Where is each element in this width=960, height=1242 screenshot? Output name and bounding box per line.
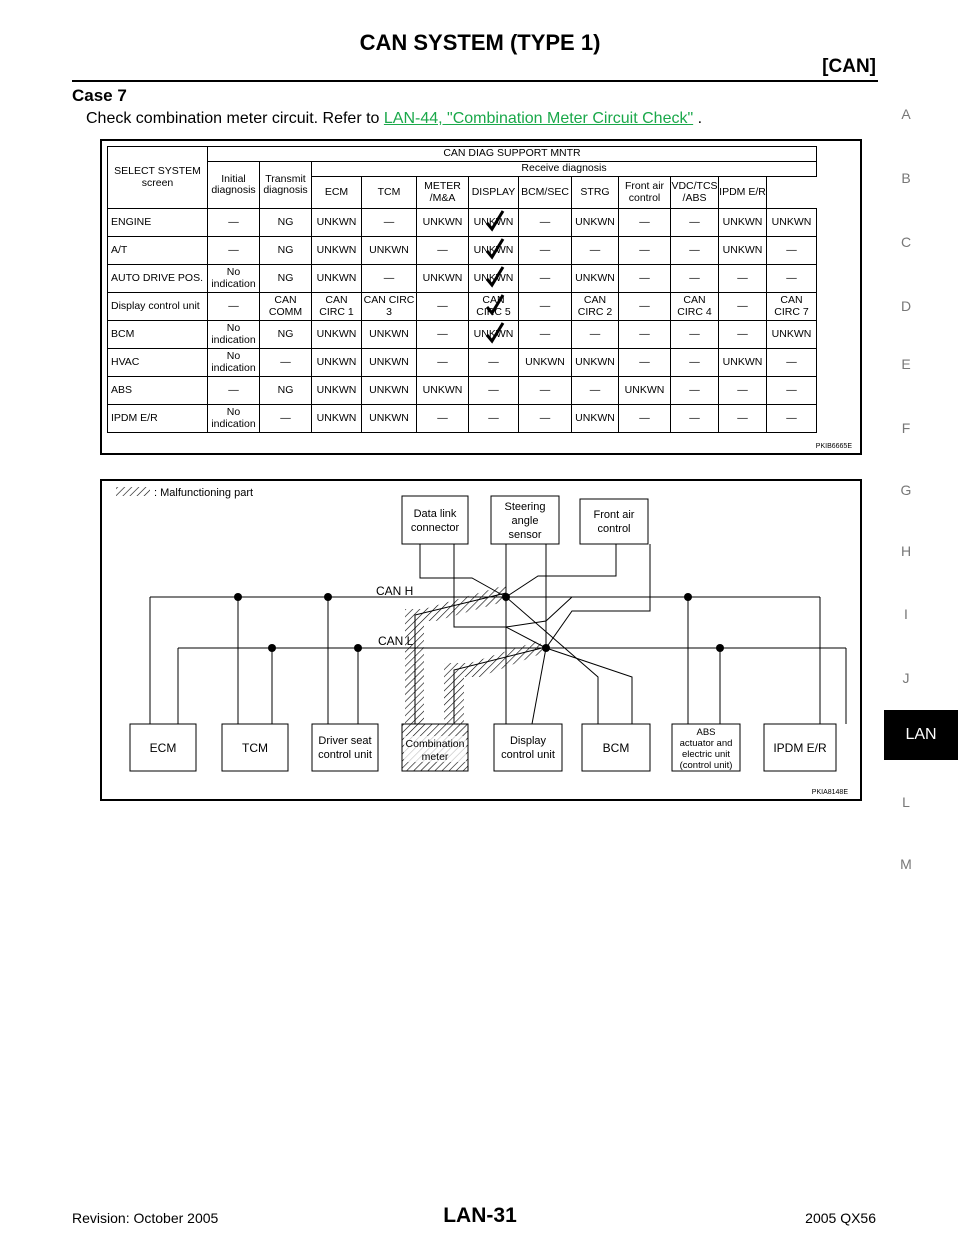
table-cell: —: [619, 405, 671, 433]
table-cell: NG: [260, 265, 312, 293]
table-cell: —: [362, 209, 417, 237]
malfunction-legend-swatch: [116, 487, 150, 496]
table-cell: UNKWN: [312, 209, 362, 237]
table-cell: UNKWN: [767, 321, 817, 349]
table-cell: UNKWN: [312, 405, 362, 433]
table-cell: —: [469, 377, 519, 405]
table-cell-text: UNKWN: [473, 243, 514, 256]
ecm-label: ECM: [149, 741, 177, 755]
junction-dot: [324, 593, 332, 601]
side-index-lan-active[interactable]: LAN: [884, 710, 958, 760]
side-index-b[interactable]: B: [901, 170, 911, 186]
table-row: [108, 293, 817, 321]
side-index-i[interactable]: I: [904, 606, 908, 622]
side-index-a[interactable]: A: [901, 106, 911, 122]
data-link-connector-box: [402, 496, 468, 544]
table-cell: —: [469, 349, 519, 377]
table-cell: UNKWN: [417, 377, 469, 405]
table-cell: —: [417, 237, 469, 265]
table-cell: CAN CIRC 7: [767, 293, 817, 321]
table-cell: —: [519, 237, 572, 265]
table-cell: UNKWN: [719, 349, 767, 377]
table-cell: [469, 293, 519, 321]
side-index-l[interactable]: L: [902, 794, 910, 810]
table-cell: —: [671, 377, 719, 405]
table-cell: UNKWN: [362, 237, 417, 265]
table-cell: —: [767, 377, 817, 405]
footer-model: 2005 QX56: [805, 1210, 876, 1226]
table-cell: —: [671, 405, 719, 433]
table-cell: —: [519, 405, 572, 433]
check-mark-icon: [485, 265, 505, 289]
transmit-diag-header: Transmit diagnosis: [260, 162, 312, 209]
table-cell: —: [719, 377, 767, 405]
table-row: [108, 349, 817, 377]
system-name-cell: ABS: [108, 377, 208, 405]
table-cell: —: [619, 209, 671, 237]
table-cell-text: UNKWN: [473, 271, 514, 284]
system-name-cell: ENGINE: [108, 209, 208, 237]
system-name-cell: BCM: [108, 321, 208, 349]
table-cell: NG: [260, 321, 312, 349]
table-cell: UNKWN: [312, 377, 362, 405]
table-cell: —: [417, 293, 469, 321]
system-name-cell: Display control unit: [108, 293, 208, 321]
diagram-figure-id: PKIA8148E: [811, 789, 848, 796]
table-cell: [469, 209, 519, 237]
driver-seat-label: Driver seat control unit: [318, 735, 372, 761]
footer-revision: Revision: October 2005: [72, 1210, 219, 1226]
receive-col-header: METER /M&A: [417, 177, 469, 209]
reference-link[interactable]: LAN-44, "Combination Meter Circuit Check": [383, 110, 694, 127]
table-cell: —: [719, 265, 767, 293]
table-cell: —: [469, 405, 519, 433]
table-cell: [469, 321, 519, 349]
table-cell: —: [572, 237, 619, 265]
display-control-unit-label: Display control unit: [501, 735, 555, 761]
table-cell: UNKWN: [417, 209, 469, 237]
table-cell: —: [767, 265, 817, 293]
check-mark-icon: [485, 237, 505, 261]
junction-dot: [502, 593, 510, 601]
receive-col-header: BCM/SEC: [519, 177, 572, 209]
table-cell: UNKWN: [362, 321, 417, 349]
table-cell: CAN CIRC 3: [362, 293, 417, 321]
table-cell: —: [417, 321, 469, 349]
table-cell: —: [719, 293, 767, 321]
page-title: CAN SYSTEM (TYPE 1): [359, 30, 601, 55]
junction-dot: [354, 644, 362, 652]
abs-actuator-label: ABS actuator and electric unit (control unit): [679, 727, 733, 771]
junction-dot: [542, 644, 550, 652]
table-cell: —: [767, 237, 817, 265]
table-cell: UNKWN: [719, 209, 767, 237]
table-cell: —: [519, 293, 572, 321]
tcm-label: TCM: [242, 741, 268, 755]
bcm-label: BCM: [602, 741, 630, 755]
table-cell: UNKWN: [619, 377, 671, 405]
table-cell: —: [767, 349, 817, 377]
data-link-connector-label: Data link connector: [410, 508, 460, 534]
table-cell: —: [572, 377, 619, 405]
table-cell-text: CAN CIRC 5: [476, 294, 511, 318]
table-cell: NG: [260, 377, 312, 405]
table-cell: —: [671, 349, 719, 377]
table-cell: —: [671, 209, 719, 237]
receive-col-header: DISPLAY: [469, 177, 519, 209]
receive-col-header: TCM: [362, 177, 417, 209]
table-cell: —: [417, 349, 469, 377]
diag-group-header: CAN DIAG SUPPORT MNTR: [208, 147, 817, 162]
instruction-after: .: [693, 110, 703, 127]
table-cell: —: [719, 321, 767, 349]
can-h-label: CAN H: [376, 584, 414, 598]
legend-text: : Malfunctioning part: [154, 487, 254, 499]
table-cell: —: [260, 405, 312, 433]
page-subtitle: [CAN]: [822, 56, 876, 77]
table-cell: CAN CIRC 2: [572, 293, 619, 321]
can-l-label: CAN L: [378, 634, 414, 648]
frontair-can-l-wire: [546, 544, 650, 648]
receive-col-header: VDC/TCS /ABS: [671, 177, 719, 209]
receive-col-header: Front air control: [619, 177, 671, 209]
front-air-control-label: Front air control: [593, 509, 635, 535]
combination-meter-label: Combination meter: [405, 738, 465, 763]
table-cell: —: [208, 377, 260, 405]
table-cell: —: [572, 321, 619, 349]
table-cell: —: [767, 405, 817, 433]
table-cell: —: [671, 237, 719, 265]
table-cell: —: [519, 265, 572, 293]
table-row: [108, 265, 817, 293]
can-wiring-diagram: [100, 479, 862, 801]
table-cell: No indication: [208, 405, 260, 433]
table-cell: —: [519, 377, 572, 405]
table-cell: UNKWN: [719, 237, 767, 265]
table-cell: UNKWN: [312, 321, 362, 349]
table-cell: UNKWN: [572, 405, 619, 433]
table-cell: [469, 265, 519, 293]
system-name-cell: IPDM E/R: [108, 405, 208, 433]
table-cell: CAN CIRC 1: [312, 293, 362, 321]
side-index-j[interactable]: J: [902, 670, 910, 686]
table-cell: —: [519, 209, 572, 237]
table-cell: —: [619, 349, 671, 377]
table-cell: CAN CIRC 4: [671, 293, 719, 321]
receive-col-header: STRG: [572, 177, 619, 209]
table-cell: UNKWN: [572, 265, 619, 293]
system-name-cell: AUTO DRIVE POS.: [108, 265, 208, 293]
table-cell: [469, 237, 519, 265]
junction-dot: [268, 644, 276, 652]
check-mark-icon: [485, 209, 505, 233]
table-cell: —: [619, 293, 671, 321]
malfunction-path-right: [444, 641, 548, 724]
table-cell: UNKWN: [417, 265, 469, 293]
table-cell: —: [619, 321, 671, 349]
table-cell: —: [519, 321, 572, 349]
system-name-cell: HVAC: [108, 349, 208, 377]
initial-diag-header: Initial diagnosis: [208, 162, 260, 209]
side-index-m[interactable]: M: [900, 856, 912, 872]
table-cell: —: [719, 405, 767, 433]
table-cell: UNKWN: [767, 209, 817, 237]
frontair-can-h-wire: [506, 544, 616, 597]
side-index-c[interactable]: C: [900, 234, 912, 250]
table-cell: UNKWN: [312, 265, 362, 293]
table-cell: —: [671, 321, 719, 349]
display-can-l-wire: [532, 648, 546, 724]
case-heading: Case 7: [72, 86, 127, 105]
table-cell: No indication: [208, 265, 260, 293]
display-control-unit-box: [494, 724, 562, 771]
table-cell: —: [208, 237, 260, 265]
table-row: [108, 209, 817, 237]
side-index-f[interactable]: F: [901, 420, 911, 436]
table-cell: NG: [260, 237, 312, 265]
table-cell: UNKWN: [572, 349, 619, 377]
front-air-control-box: [580, 499, 648, 544]
instruction-text: [86, 110, 702, 128]
table-cell: CAN COMM: [260, 293, 312, 321]
table-cell: UNKWN: [312, 237, 362, 265]
check-mark-icon: [485, 321, 505, 345]
figure-id: PKIB6665E: [815, 443, 852, 450]
table-cell: —: [260, 349, 312, 377]
junction-dot: [716, 644, 724, 652]
ipdm-er-label: IPDM E/R: [773, 741, 827, 755]
table-cell: UNKWN: [519, 349, 572, 377]
can-diag-table: [107, 146, 817, 433]
table-row: [108, 237, 817, 265]
table-row: [108, 377, 817, 405]
table-cell: UNKWN: [312, 349, 362, 377]
table-cell: UNKWN: [362, 405, 417, 433]
table-cell: —: [208, 293, 260, 321]
table-cell: —: [208, 209, 260, 237]
table-cell-text: UNKWN: [473, 215, 514, 228]
cross-wire: [506, 597, 572, 627]
table-cell: —: [619, 265, 671, 293]
check-mark-icon: [485, 293, 505, 317]
side-index-d[interactable]: D: [900, 298, 912, 314]
instruction-before: Check combination meter circuit. Refer to: [86, 110, 384, 127]
meter-can-l-wire: [454, 647, 546, 724]
system-name-cell: A/T: [108, 237, 208, 265]
receive-col-header: ECM: [312, 177, 362, 209]
receive-col-header: IPDM E/R: [719, 177, 767, 209]
table-cell: —: [417, 405, 469, 433]
side-index-e[interactable]: E: [901, 356, 911, 372]
table-cell: No indication: [208, 321, 260, 349]
bcm-can-l-wire: [546, 648, 632, 724]
table-row: [108, 405, 817, 433]
table-cell: UNKWN: [362, 349, 417, 377]
side-index-g[interactable]: G: [900, 482, 912, 498]
receive-diag-header: Receive diagnosis: [312, 162, 817, 177]
table-cell: —: [619, 237, 671, 265]
select-system-header: SELECT SYSTEM screen: [108, 147, 208, 209]
table-cell: —: [362, 265, 417, 293]
table-row: [108, 321, 817, 349]
footer-page-number: LAN-31: [443, 1204, 517, 1227]
driver-seat-box: [312, 724, 378, 771]
table-cell: UNKWN: [362, 377, 417, 405]
table-cell: UNKWN: [572, 209, 619, 237]
steering-angle-sensor-label: Steering angle sensor: [504, 501, 546, 541]
table-cell: NG: [260, 209, 312, 237]
header-rule: [72, 80, 878, 82]
table-cell: —: [671, 265, 719, 293]
wiring-svg: [102, 481, 860, 799]
junction-dot: [684, 593, 692, 601]
can-diag-figure: [100, 139, 862, 455]
table-cell: No indication: [208, 349, 260, 377]
table-cell-text: UNKWN: [473, 327, 514, 340]
side-index-h[interactable]: H: [900, 543, 912, 559]
junction-dot: [234, 593, 242, 601]
